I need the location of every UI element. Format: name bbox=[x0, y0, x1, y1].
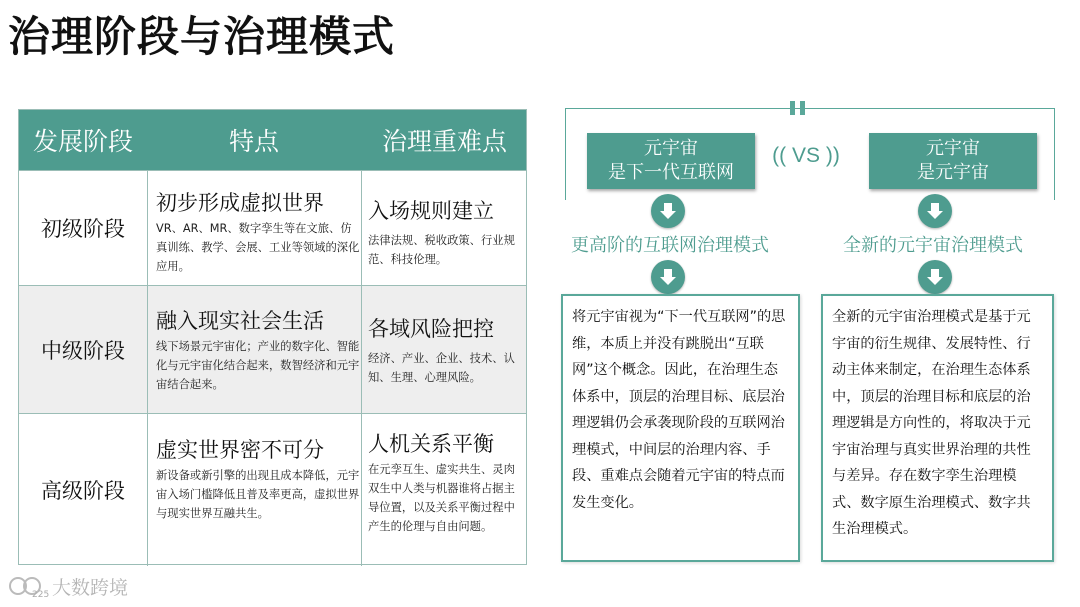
governance-title: 各域风险把控 bbox=[368, 317, 494, 341]
governance-desc: 在元孪互生、虚实共生、灵肉双生中人类与机器谁将占据主导位置，以及关系平衡过程中产生的伦理与自由问题。 bbox=[368, 463, 515, 533]
diagram-frame-left bbox=[565, 108, 566, 200]
watermark bbox=[8, 573, 128, 600]
vs-label: (( VS )) bbox=[772, 144, 840, 167]
page-number: 225 bbox=[32, 590, 50, 600]
header-feature: 特点 bbox=[228, 127, 279, 156]
down-arrow-icon bbox=[651, 260, 685, 294]
down-arrow-icon bbox=[918, 194, 952, 228]
down-arrow-icon bbox=[918, 260, 952, 294]
governance-title: 入场规则建立 bbox=[368, 199, 494, 223]
header-governance: 治理重难点 bbox=[381, 127, 507, 156]
box-metaverse bbox=[869, 133, 1037, 189]
feature-desc: 新设备或新引擎的出现且成本降低，元宇宙入场门槛降低且普及率更高，虚拟世界与现实世界互融共生。 bbox=[156, 469, 360, 520]
feature-title: 虚实世界密不可分 bbox=[156, 438, 324, 462]
feature-desc: VR、AR、MR、数字孪生等在文旅、仿真训练、教学、会展、工业等领域的深化应用。 bbox=[156, 222, 360, 273]
watermark-text: 大数跨境 bbox=[52, 577, 129, 599]
frame-marker bbox=[790, 101, 795, 115]
table-row bbox=[19, 285, 526, 413]
subtitle-internet-governance: 更高阶的互联网治理模式 bbox=[571, 235, 769, 256]
header-stage: 发展阶段 bbox=[32, 127, 133, 156]
governance-desc: 经济、产业、企业、技术、认知、生理、心理风险。 bbox=[368, 352, 515, 384]
feature-desc: 线下场景元宇宙化；产业的数字化、智能化与元宇宙化结合起来，数智经济和元宇宙结合起来。 bbox=[156, 340, 360, 391]
frame-marker bbox=[800, 101, 805, 115]
box-line: 元宇宙 bbox=[644, 138, 698, 159]
box-line: 是元宇宙 bbox=[917, 162, 989, 183]
feature-title: 初步形成虚拟世界 bbox=[156, 191, 324, 215]
governance-stage-table bbox=[18, 109, 527, 565]
table-row bbox=[19, 170, 526, 285]
stage-label: 中级阶段 bbox=[41, 338, 125, 363]
stage-label: 初级阶段 bbox=[41, 217, 125, 241]
table-row bbox=[19, 413, 526, 566]
desc-internet-governance: 将元宇宙视为“下一代互联网”的思维，本质上并没有跳脱出“互联网”这个概念。因此，在治理生态体系中，顶层的治理目标、底层治理逻辑仍会承袭现阶段的互联网治理模式，中间层的治理内容、手段、重难点会随着元宇宙的特点而发生变化。 bbox=[561, 294, 800, 562]
table-header bbox=[19, 110, 526, 170]
diagram-frame-right bbox=[1054, 108, 1055, 200]
feature-title: 融入现实社会生活 bbox=[156, 309, 324, 333]
down-arrow-icon bbox=[651, 194, 685, 228]
box-next-gen-internet bbox=[587, 133, 755, 189]
page-title: 治理阶段与治理模式 bbox=[8, 12, 396, 61]
subtitle-metaverse-governance: 全新的元宇宙治理模式 bbox=[843, 235, 1023, 256]
governance-title: 人机关系平衡 bbox=[368, 432, 494, 456]
box-line: 是下一代互联网 bbox=[608, 162, 734, 183]
box-line: 元宇宙 bbox=[926, 138, 980, 159]
desc-metaverse-governance: 全新的元宇宙治理模式是基于元宇宙的衍生规律、发展特性、行动主体来制定，在治理生态体系中，顶层的治理目标和底层的治理逻辑是方向性的，将取决于元宇宙治理与真实世界治理的共性与差异。存在数字孪生治理模式、数字原生治理模式、数字共生治理模式。 bbox=[821, 294, 1054, 562]
governance-desc: 法律法规、税收政策、行业规范、科技伦理。 bbox=[368, 234, 515, 266]
diagram-frame bbox=[565, 108, 1055, 109]
stage-label: 高级阶段 bbox=[41, 479, 125, 503]
